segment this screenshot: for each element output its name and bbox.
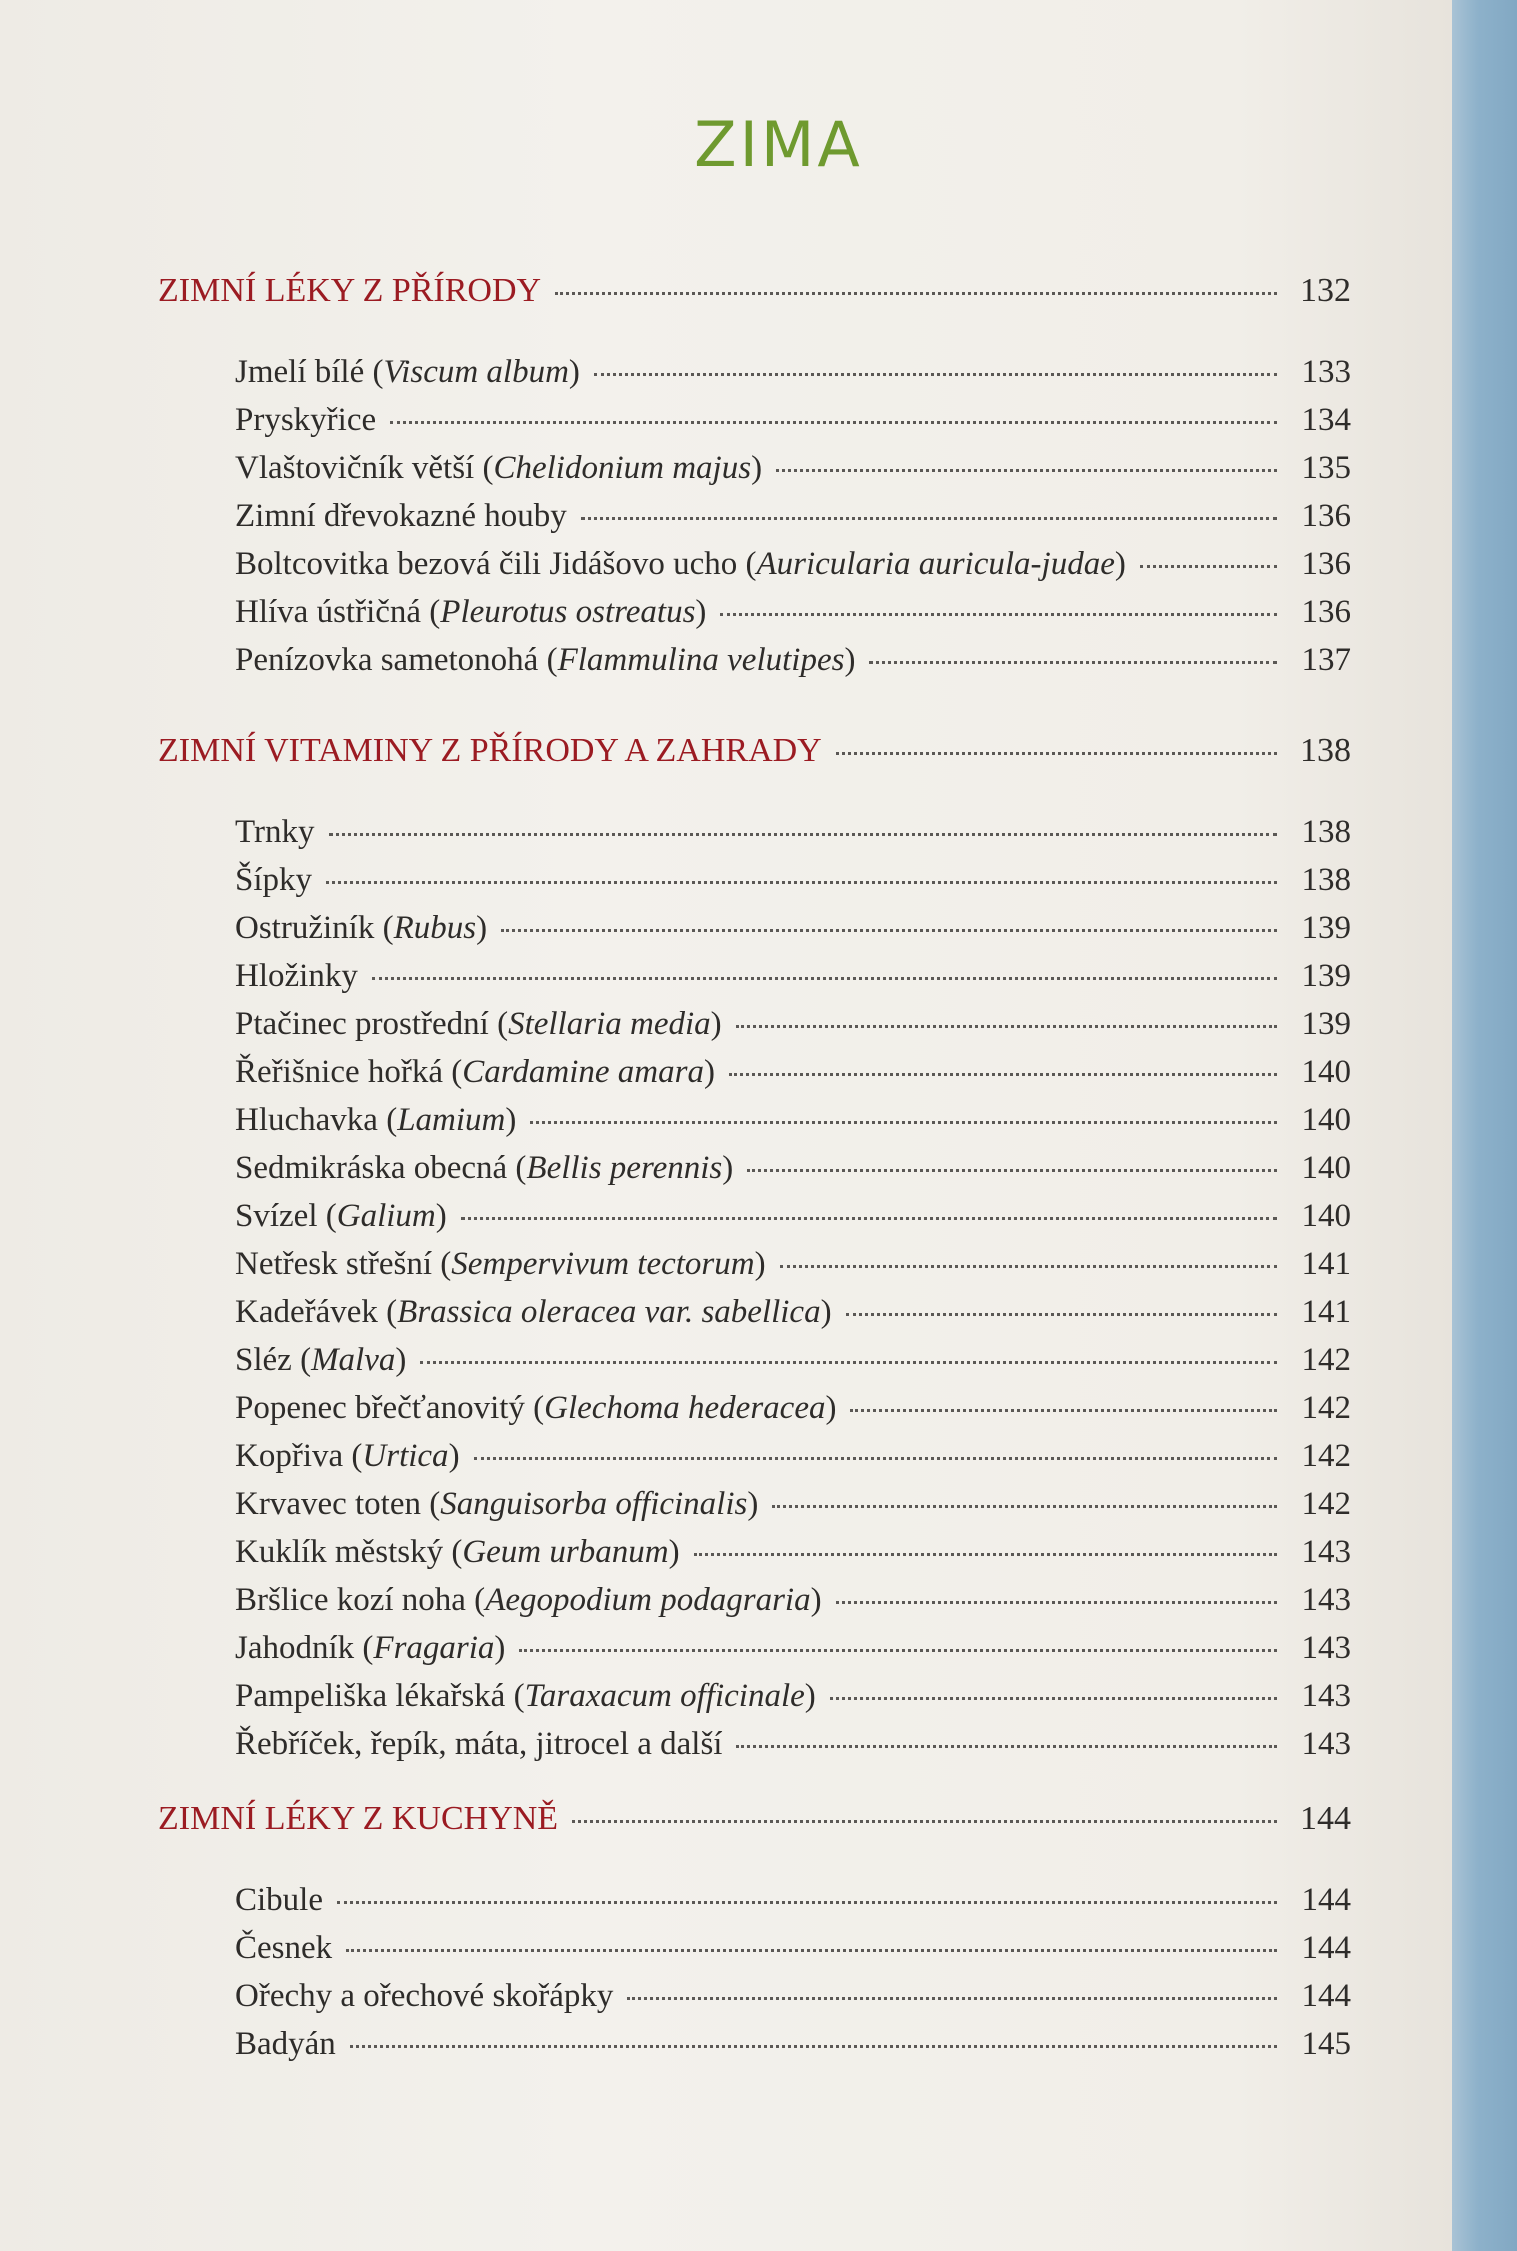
toc-entry[interactable] (158, 546, 1351, 594)
entry-title (235, 1726, 722, 1763)
entry-latin-name: Glechoma hederacea (544, 1390, 826, 1426)
entry-title (235, 594, 706, 631)
page-number: 136 (1301, 498, 1351, 534)
entry-close-paren: ) (568, 354, 580, 390)
leader-dots (530, 1121, 1277, 1124)
entry-close-paren: ) (668, 1534, 680, 1570)
toc-entry[interactable] (158, 1198, 1351, 1246)
entry-title (235, 1978, 613, 2015)
entry-name: Sedmikráska obecná ( (235, 1150, 527, 1186)
page-number: 140 (1301, 1054, 1351, 1090)
entry-title (235, 1678, 816, 1715)
entry-title (235, 1582, 822, 1619)
section-heading-row[interactable] (158, 272, 1351, 332)
toc-section (158, 1800, 1351, 2074)
toc-entry[interactable] (158, 814, 1351, 862)
entry-title (235, 450, 762, 487)
leader-dots (350, 2045, 1277, 2048)
page-number: 144 (1300, 1800, 1351, 1837)
leader-dots (736, 1745, 1277, 1748)
leader-dots (346, 1949, 1277, 1952)
entry-title (235, 1930, 332, 1967)
entry-title (235, 1390, 836, 1427)
toc-entry[interactable] (158, 1486, 1351, 1534)
leader-dots (461, 1217, 1277, 1220)
entry-title (235, 642, 855, 679)
leader-dots (627, 1997, 1277, 2000)
entry-latin-name: Galium (336, 1198, 436, 1234)
entry-name: Boltcovitka bezová čili Jidášovo ucho ( (235, 546, 757, 582)
leader-dots (772, 1505, 1277, 1508)
leader-dots (519, 1649, 1277, 1652)
leader-dots (736, 1025, 1277, 1028)
entry-close-paren: ) (804, 1678, 816, 1714)
leader-dots (836, 1601, 1277, 1604)
entry-latin-name: Urtica (362, 1438, 449, 1474)
entry-latin-name: Stellaria media (508, 1006, 711, 1042)
entry-title (235, 1534, 680, 1571)
entry-name: Kadeřávek ( (235, 1294, 398, 1330)
entry-close-paren: ) (395, 1342, 407, 1378)
entry-latin-name: Malva (311, 1342, 396, 1378)
entry-title (235, 1054, 715, 1091)
entry-name: Netřesk střešní ( (235, 1246, 452, 1282)
leader-dots (581, 517, 1277, 520)
page-number: 134 (1301, 402, 1351, 438)
page-number: 142 (1301, 1486, 1351, 1522)
toc-entry[interactable] (158, 958, 1351, 1006)
toc-entry[interactable] (158, 1978, 1351, 2026)
entry-title (235, 354, 580, 391)
entry-title (235, 1438, 460, 1475)
entry-title (235, 1006, 722, 1043)
entry-name: Sléz ( (235, 1342, 312, 1378)
entry-name: Kopřiva ( (235, 1438, 363, 1474)
entry-title (235, 862, 312, 899)
leader-dots (420, 1361, 1277, 1364)
toc-entry[interactable] (158, 1630, 1351, 1678)
entry-title (235, 958, 358, 995)
page-number: 144 (1301, 1882, 1351, 1918)
entry-name: Kuklík městský ( (235, 1534, 463, 1570)
section-heading: ZIMNÍ VITAMINY Z PŘÍRODY A ZAHRADY (158, 732, 822, 769)
leader-dots (390, 421, 1277, 424)
entry-close-paren: ) (695, 594, 707, 630)
toc-entry[interactable] (158, 1678, 1351, 1726)
leader-dots (555, 292, 1277, 295)
entry-name: Ostružiník ( (235, 910, 394, 946)
page-number: 143 (1301, 1534, 1351, 1570)
leader-dots (729, 1073, 1277, 1076)
entry-close-paren: ) (810, 1582, 822, 1618)
page-number: 139 (1301, 958, 1351, 994)
entry-latin-name: Flammulina velutipes (557, 642, 845, 678)
section-heading: ZIMNÍ LÉKY Z PŘÍRODY (158, 272, 542, 309)
leader-dots (572, 1820, 1277, 1823)
entry-latin-name: Geum urbanum (462, 1534, 669, 1570)
toc-entry[interactable] (158, 1294, 1351, 1342)
entry-title (235, 814, 315, 851)
toc-entry[interactable] (158, 862, 1351, 910)
entry-name: Hložinky (235, 958, 358, 994)
entry-name: Jahodník ( (235, 1630, 374, 1666)
page-number: 143 (1301, 1582, 1351, 1618)
page-number: 142 (1301, 1342, 1351, 1378)
entry-name: Svízel ( (235, 1198, 337, 1234)
entry-close-paren: ) (751, 450, 763, 486)
entry-latin-name: Taraxacum officinale (524, 1678, 805, 1714)
entry-close-paren: ) (1114, 546, 1126, 582)
entry-title (235, 402, 376, 439)
leader-dots (776, 469, 1277, 472)
toc-entry[interactable] (158, 1390, 1351, 1438)
entry-close-paren: ) (747, 1486, 759, 1522)
entry-close-paren: ) (505, 1102, 517, 1138)
entry-close-paren: ) (722, 1150, 734, 1186)
leader-dots (594, 373, 1277, 376)
toc-entry[interactable] (158, 498, 1351, 546)
entry-title (235, 910, 487, 947)
entry-close-paren: ) (820, 1294, 832, 1330)
leader-dots (869, 661, 1277, 664)
toc-entry[interactable] (158, 1150, 1351, 1198)
entry-latin-name: Sanguisorba officinalis (440, 1486, 748, 1522)
entry-latin-name: Bellis perennis (526, 1150, 723, 1186)
page-number: 139 (1301, 910, 1351, 946)
toc-entry[interactable] (158, 402, 1351, 450)
entry-title (235, 1198, 447, 1235)
entry-name: Vlaštovičník větší ( (235, 450, 494, 486)
entry-close-paren: ) (448, 1438, 460, 1474)
entry-name: Cibule (235, 1882, 323, 1918)
entry-close-paren: ) (476, 910, 488, 946)
toc-entry[interactable] (158, 2026, 1351, 2074)
toc-entry[interactable] (158, 1054, 1351, 1102)
entry-latin-name: Pleurotus ostreatus (440, 594, 696, 630)
entry-name: Popenec břečťanovitý ( (235, 1390, 545, 1426)
page-number: 136 (1301, 546, 1351, 582)
leader-dots (830, 1697, 1277, 1700)
leader-dots (474, 1457, 1277, 1460)
entry-name: Pampeliška lékařská ( (235, 1678, 525, 1714)
entry-name: Česnek (235, 1930, 333, 1966)
toc-entry[interactable] (158, 1582, 1351, 1630)
page-number: 142 (1301, 1438, 1351, 1474)
entry-name: Badyán (235, 2026, 336, 2062)
toc-entry[interactable] (158, 1726, 1351, 1774)
entry-latin-name: Cardamine amara (462, 1054, 704, 1090)
leader-dots (836, 752, 1277, 755)
toc-entry[interactable] (158, 594, 1351, 642)
leader-dots (1140, 565, 1277, 568)
entry-title (235, 1486, 758, 1523)
page-number: 143 (1301, 1630, 1351, 1666)
section-heading-row[interactable] (158, 1800, 1351, 1860)
toc-section (158, 732, 1351, 1774)
page-number: 140 (1301, 1102, 1351, 1138)
leader-dots (846, 1313, 1277, 1316)
toc-entry[interactable] (158, 1882, 1351, 1930)
background-edge (1452, 0, 1517, 2251)
section-heading-row[interactable] (158, 732, 1351, 792)
entry-title (235, 1246, 766, 1283)
entry-close-paren: ) (710, 1006, 722, 1042)
page-number: 143 (1301, 1678, 1351, 1714)
toc-entry[interactable] (158, 1534, 1351, 1582)
toc-entry[interactable] (158, 354, 1351, 402)
entry-name: Zimní dřevokazné houby (235, 498, 567, 534)
entry-name: Ořechy a ořechové skořápky (235, 1978, 614, 2014)
leader-dots (747, 1169, 1277, 1172)
entry-name: Hluchavka ( (235, 1102, 398, 1138)
entry-name: Trnky (235, 814, 315, 850)
page-number: 136 (1301, 594, 1351, 630)
entry-latin-name: Lamium (397, 1102, 506, 1138)
page-number: 144 (1301, 1978, 1351, 2014)
entry-title (235, 498, 567, 535)
entry-name: Bršlice kozí noha ( (235, 1582, 486, 1618)
entry-latin-name: Chelidonium majus (493, 450, 752, 486)
leader-dots (720, 613, 1277, 616)
entry-title (235, 1294, 832, 1331)
entry-latin-name: Fragaria (373, 1630, 495, 1666)
toc-entry[interactable] (158, 1246, 1351, 1294)
entry-close-paren: ) (754, 1246, 766, 1282)
toc-entry[interactable] (158, 1102, 1351, 1150)
toc-entry[interactable] (158, 1006, 1351, 1054)
toc-section (158, 272, 1351, 690)
toc-entry[interactable] (158, 642, 1351, 690)
leader-dots (372, 977, 1277, 980)
page-number: 144 (1301, 1930, 1351, 1966)
page-number: 137 (1301, 642, 1351, 678)
entry-name: Šípky (235, 862, 313, 898)
leader-dots (337, 1901, 1277, 1904)
page-number: 140 (1301, 1150, 1351, 1186)
page-number: 138 (1300, 732, 1351, 769)
page-number: 141 (1301, 1294, 1351, 1330)
page-number: 143 (1301, 1726, 1351, 1762)
toc-entry[interactable] (158, 1930, 1351, 1978)
entry-latin-name: Brassica oleracea var. sabellica (397, 1294, 821, 1330)
entry-name: Krvavec toten ( (235, 1486, 441, 1522)
leader-dots (850, 1409, 1277, 1412)
page-title: ZIMA (694, 108, 863, 181)
entry-close-paren: ) (494, 1630, 506, 1666)
entry-name: Ptačinec prostřední ( (235, 1006, 509, 1042)
leader-dots (326, 881, 1277, 884)
page-number: 132 (1300, 272, 1351, 309)
entry-title (235, 546, 1126, 583)
entry-title (235, 1630, 505, 1667)
entry-name: Řebříček, řepík, máta, jitrocel a další (235, 1726, 723, 1762)
page-number: 141 (1301, 1246, 1351, 1282)
leader-dots (501, 929, 1277, 932)
entry-name: Jmelí bílé ( (235, 354, 384, 390)
entry-close-paren: ) (844, 642, 856, 678)
section-heading: ZIMNÍ LÉKY Z KUCHYNĚ (158, 1800, 559, 1837)
toc-entry[interactable] (158, 1438, 1351, 1486)
entry-name: Penízovka sametonohá ( (235, 642, 558, 678)
entry-name: Hlíva ústřičná ( (235, 594, 441, 630)
entry-latin-name: Rubus (393, 910, 477, 946)
page-number: 133 (1301, 354, 1351, 390)
entry-latin-name: Viscum album (383, 354, 569, 390)
page-number: 138 (1301, 862, 1351, 898)
entry-name: Pryskyřice (235, 402, 377, 438)
page-number: 138 (1301, 814, 1351, 850)
entry-title (235, 1150, 733, 1187)
entry-title (235, 2026, 336, 2063)
entry-latin-name: Auricularia auricula-judae (756, 546, 1115, 582)
entry-name: Řeřišnice hořká ( (235, 1054, 463, 1090)
entry-title (235, 1342, 406, 1379)
entry-latin-name: Sempervivum tectorum (451, 1246, 755, 1282)
entry-title (235, 1102, 516, 1139)
entry-close-paren: ) (435, 1198, 447, 1234)
page-number: 145 (1301, 2026, 1351, 2062)
page-number: 142 (1301, 1390, 1351, 1426)
leader-dots (780, 1265, 1277, 1268)
entry-close-paren: ) (703, 1054, 715, 1090)
entry-title (235, 1882, 323, 1919)
toc-entry[interactable] (158, 1342, 1351, 1390)
page-number: 139 (1301, 1006, 1351, 1042)
leader-dots (329, 833, 1278, 836)
leader-dots (694, 1553, 1277, 1556)
page-number: 135 (1301, 450, 1351, 486)
entry-latin-name: Aegopodium podagraria (485, 1582, 811, 1618)
page-number: 140 (1301, 1198, 1351, 1234)
entry-close-paren: ) (825, 1390, 837, 1426)
toc-entry[interactable] (158, 450, 1351, 498)
toc-entry[interactable] (158, 910, 1351, 958)
